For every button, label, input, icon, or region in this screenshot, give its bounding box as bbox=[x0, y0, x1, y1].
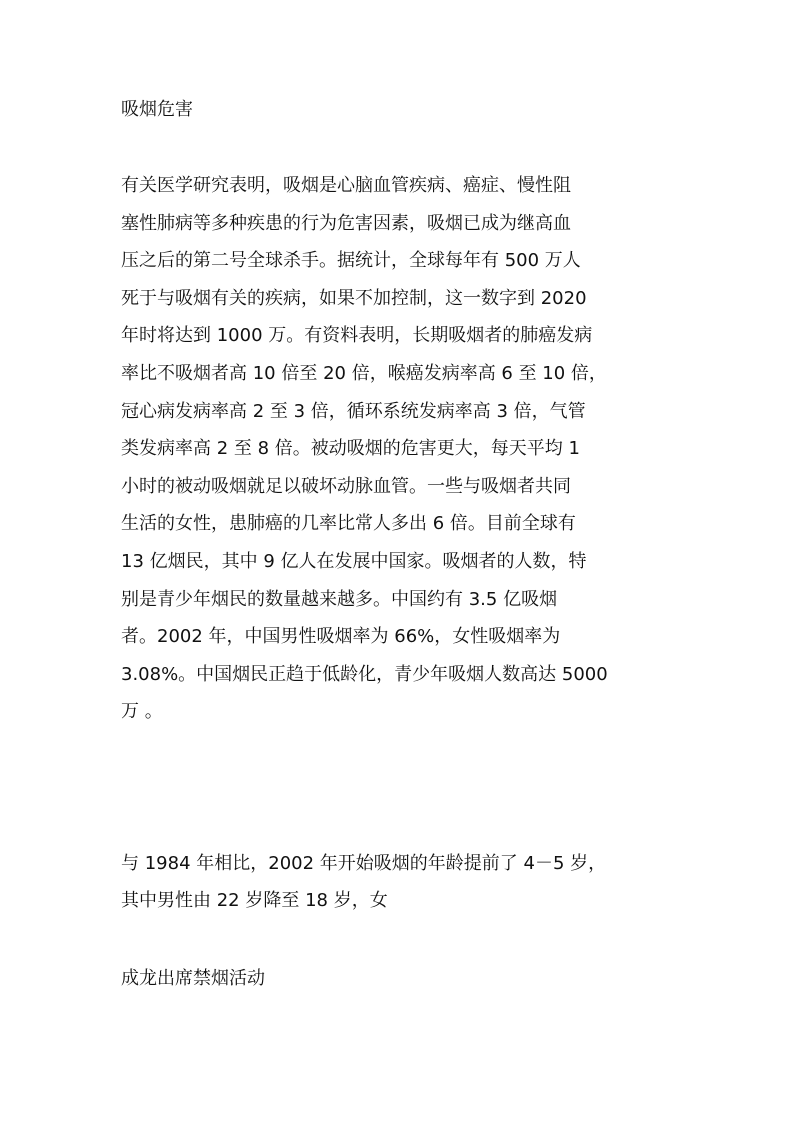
text-line: 类发病率高 2 至 8 倍。被动吸烟的危害更大，每天平均 1 bbox=[121, 438, 580, 460]
text-line: 有关医学研究表明，吸烟是心脑血管疾病、癌症、慢性阻 bbox=[121, 175, 571, 196]
text-line: 者。2002 年，中国男性吸烟率为 66%，女性吸烟率为 bbox=[121, 626, 561, 648]
text-line: 死于与吸烟有关的疾病，如果不加控制，这一数字到 2020 bbox=[121, 287, 587, 309]
text-line: 率比不吸烟者高 10 倍至 20 倍，喉癌发病率高 6 至 10 倍， bbox=[121, 362, 607, 384]
text-line: 小时的被动吸烟就足以破坏动脉血管。一些与吸烟者共同 bbox=[121, 475, 571, 497]
text-line: 13 亿烟民，其中 9 亿人在发展中国家。吸烟者的人数，特 bbox=[121, 550, 587, 572]
text-line: 年时将达到 1000 万。有资料表明，长期吸烟者的肺癌发病 bbox=[121, 325, 593, 347]
text-line: 与 1984 年相比，2002 年开始吸烟的年龄提前了 4－5 岁， bbox=[121, 853, 607, 874]
text-line: 别是青少年烟民的数量越来越多。中国约有 3.5 亿吸烟 bbox=[121, 588, 558, 610]
text-line: 生活的女性，患肺癌的几率比常人多出 6 倍。目前全球有 bbox=[121, 513, 576, 535]
text-line: 其中男性由 22 岁降至 18 岁，女 bbox=[121, 890, 388, 911]
text-line: 万 。 bbox=[121, 701, 163, 723]
section-subheading: 成龙出席禁烟活动 bbox=[121, 968, 265, 989]
paragraph-smoking-harm bbox=[121, 167, 681, 731]
text-line: 压之后的第二号全球杀手。据统计，全球每年有 500 万人 bbox=[121, 250, 581, 272]
text-line: 3.08%。中国烟民正趋于低龄化，青少年吸烟人数高达 5000 bbox=[121, 663, 608, 685]
text-line: 冠心病发病率高 2 至 3 倍，循环系统发病率高 3 倍，气管 bbox=[121, 400, 586, 422]
text-line: 塞性肺病等多种疾患的行为危害因素，吸烟已成为继高血 bbox=[121, 212, 571, 234]
document-title: 吸烟危害 bbox=[121, 99, 193, 120]
paragraph-age-comparison bbox=[121, 845, 681, 919]
